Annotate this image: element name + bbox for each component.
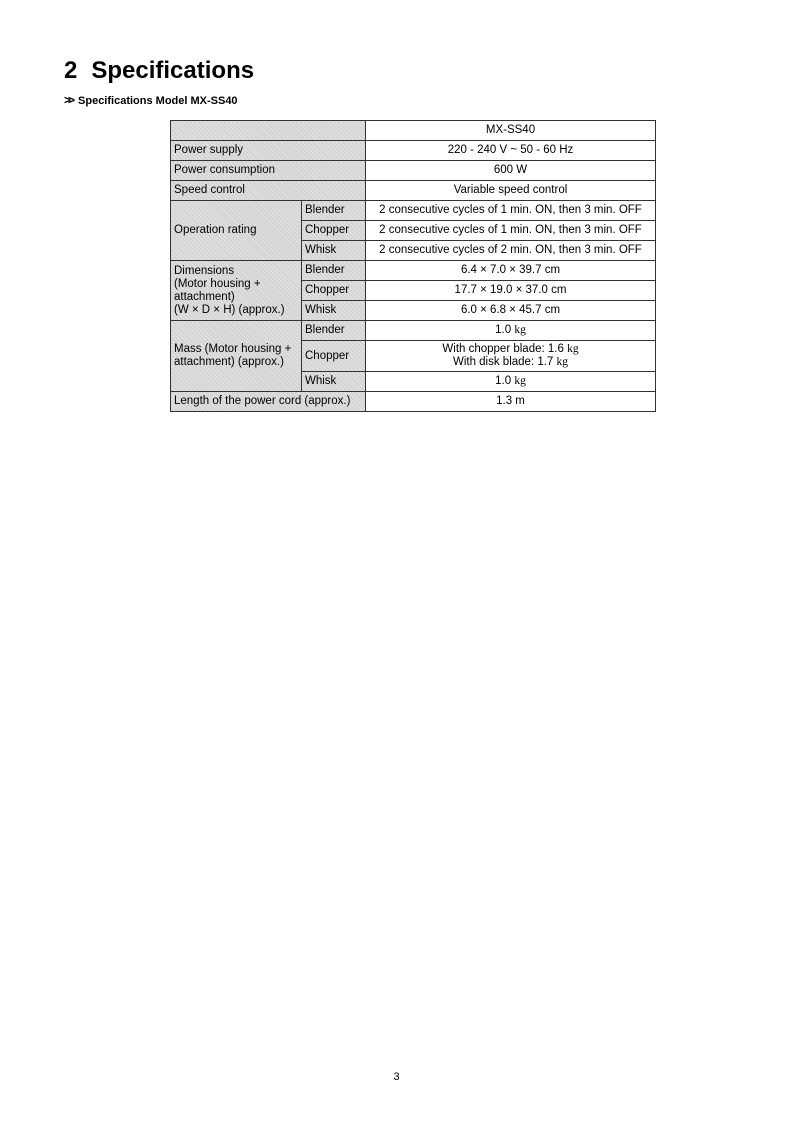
dimensions-label-line1: Dimensions: [174, 264, 235, 277]
mass-blender-value: [366, 321, 656, 341]
subheading-text: Specifications Model MX-SS40: [78, 95, 238, 107]
power-cord-label: Length of the power cord (approx.): [171, 392, 366, 412]
mass-blender-label: Blender: [302, 321, 366, 341]
mass-chopper-value: [366, 341, 656, 372]
page-number: 3: [393, 1071, 400, 1083]
table-row-power-supply: [171, 141, 656, 161]
power-supply-label: Power supply: [171, 141, 366, 161]
dimensions-whisk-label: Whisk: [302, 301, 366, 321]
operation-chopper-label: Chopper: [302, 221, 366, 241]
dimensions-label-line4: (W × D × H) (approx.): [174, 303, 285, 316]
mass-unit: kg: [556, 356, 569, 368]
mass-whisk-value: [366, 372, 656, 392]
operation-blender-value: 2 consecutive cycles of 1 min. ON, then 3 min. OFF: [366, 201, 656, 221]
dimensions-whisk-value: 6.0 × 6.8 × 45.7 cm: [366, 301, 656, 321]
power-supply-value: 220 - 240 V ~ 50 - 60 Hz: [366, 141, 656, 161]
mass-unit: kg: [567, 343, 579, 355]
model-header: MX-SS40: [366, 121, 656, 141]
operation-blender-label: Blender: [302, 201, 366, 221]
dimensions-label: [171, 261, 302, 321]
mass-label-line2: attachment) (approx.): [174, 356, 284, 368]
table-row-dimensions-blender: [171, 261, 656, 281]
table-row-power-cord: [171, 392, 656, 412]
operation-chopper-value: 2 consecutive cycles of 1 min. ON, then 3 min. OFF: [366, 221, 656, 241]
mass-label-line1: Mass (Motor housing +: [174, 343, 292, 355]
power-consumption-value: 600 W: [366, 161, 656, 181]
dimensions-blender-value: 6.4 × 7.0 × 39.7 cm: [366, 261, 656, 281]
dimensions-blender-label: Blender: [302, 261, 366, 281]
section-title: Specifications: [91, 57, 255, 84]
operation-whisk-label: Whisk: [302, 241, 366, 261]
mass-whisk-label: Whisk: [302, 372, 366, 392]
dimensions-label-line2: (Motor housing +: [174, 277, 261, 290]
dimensions-label-line3: attachment): [174, 290, 235, 303]
mass-whisk-number: 1.0: [495, 375, 512, 387]
section-number: 2: [64, 57, 78, 84]
specifications-table: [170, 120, 656, 412]
table-row-power-consumption: [171, 161, 656, 181]
mass-blender-number: 1.0: [495, 324, 512, 336]
mass-chopper-blade-text: With chopper blade: 1.6: [442, 343, 564, 355]
subheading: [64, 93, 238, 108]
table-row-header: [171, 121, 656, 141]
table-row-mass-blender: [171, 321, 656, 341]
double-chevron-icon: >>: [64, 93, 73, 107]
speed-control-value: Variable speed control: [366, 181, 656, 201]
power-cord-value: 1.3 m: [366, 392, 656, 412]
operation-rating-label: Operation rating: [171, 201, 302, 261]
mass-disk-blade-text: With disk blade: 1.7: [452, 356, 554, 368]
operation-whisk-value: 2 consecutive cycles of 2 min. ON, then 3 min. OFF: [366, 241, 656, 261]
mass-chopper-line1: [369, 343, 652, 356]
mass-unit: kg: [514, 324, 526, 336]
dimensions-chopper-label: Chopper: [302, 281, 366, 301]
header-blank-cell: [171, 121, 366, 141]
mass-chopper-label: Chopper: [302, 341, 366, 372]
mass-chopper-line2: [369, 356, 652, 369]
power-consumption-label: Power consumption: [171, 161, 366, 181]
speed-control-label: Speed control: [171, 181, 366, 201]
mass-label: [171, 321, 302, 392]
mass-unit: kg: [514, 375, 526, 387]
dimensions-chopper-value: 17.7 × 19.0 × 37.0 cm: [366, 281, 656, 301]
table-row-speed-control: [171, 181, 656, 201]
table-row-operation-blender: [171, 201, 656, 221]
page-title: [64, 56, 254, 86]
